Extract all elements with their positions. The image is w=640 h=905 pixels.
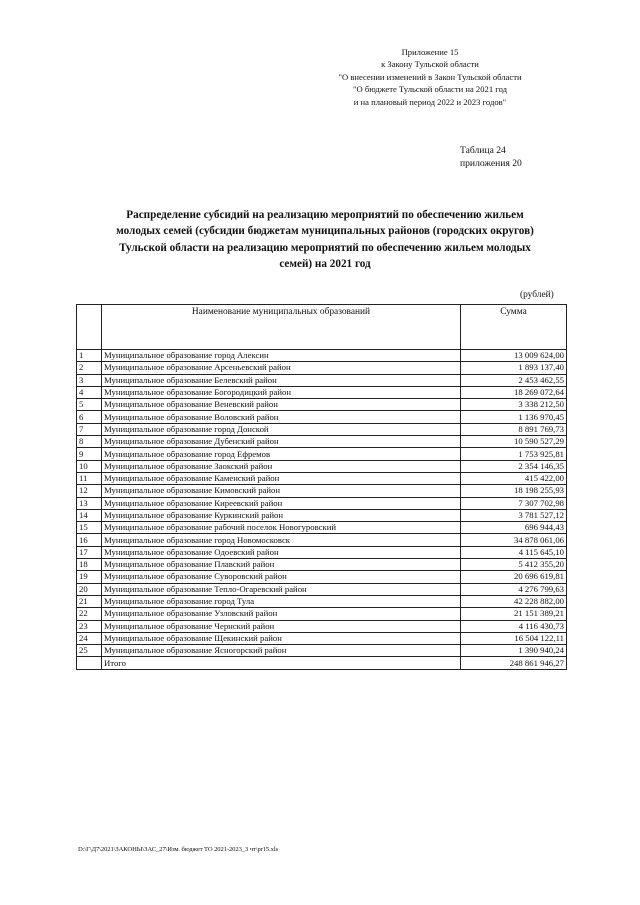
row-num-cell: 3: [77, 374, 102, 386]
row-sum-cell: 1 390 940,24: [461, 645, 567, 657]
row-name-cell: Муниципальное образование город Алексин: [102, 350, 461, 362]
table-row: [77, 472, 567, 484]
row-sum-cell: 7 307 702,98: [461, 497, 567, 509]
row-name-cell: Муниципальное образование город Новомосковск: [102, 534, 461, 546]
table-row: [77, 595, 567, 607]
row-sum-cell: 2 354 146,35: [461, 460, 567, 472]
row-num-cell: 22: [77, 608, 102, 620]
table-row: [77, 583, 567, 595]
appendix-line-5: и на плановый период 2022 и 2023 годов": [353, 96, 507, 107]
table-row: [77, 460, 567, 472]
row-sum-cell: 3 781 527,12: [461, 509, 567, 521]
row-name-cell: Муниципальное образование Дубенский район: [102, 436, 461, 448]
total-label-cell: Итого: [102, 657, 461, 669]
row-name-cell: Муниципальное образование город Ефремов: [102, 448, 461, 460]
row-sum-cell: 696 944,43: [461, 522, 567, 534]
row-num-cell: 18: [77, 559, 102, 571]
row-name-cell: Муниципальное образование Плавский район: [102, 559, 461, 571]
row-name-cell: Муниципальное образование Кимовский район: [102, 485, 461, 497]
row-num-cell: 5: [77, 399, 102, 411]
row-num-cell: 9: [77, 448, 102, 460]
row-name-cell: Муниципальное образование Арсеньевский район: [102, 362, 461, 374]
row-num-cell: 4: [77, 386, 102, 398]
row-num-cell: 20: [77, 583, 102, 595]
row-num-cell: 1: [77, 350, 102, 362]
appendix-header: [310, 46, 550, 108]
table-row: [77, 374, 567, 386]
row-name-cell: Муниципальное образование Ясногорский район: [102, 645, 461, 657]
row-name-cell: Муниципальное образование рабочий поселок Новогуровский: [102, 522, 461, 534]
row-sum-cell: 21 151 389,21: [461, 608, 567, 620]
table-row: [77, 386, 567, 398]
row-name-cell: Муниципальное образование Белевский район: [102, 374, 461, 386]
table-row: [77, 522, 567, 534]
table-row: [77, 399, 567, 411]
row-sum-cell: 2 453 462,55: [461, 374, 567, 386]
row-name-cell: Муниципальное образование Узловский район: [102, 608, 461, 620]
row-num-cell: 19: [77, 571, 102, 583]
header-num-cell: [77, 305, 102, 350]
row-name-cell: Муниципальное образование Суворовский район: [102, 571, 461, 583]
row-sum-cell: 18 269 072,64: [461, 386, 567, 398]
row-name-cell: Муниципальное образование Веневский район: [102, 399, 461, 411]
row-num-cell: 10: [77, 460, 102, 472]
table-row: [77, 509, 567, 521]
row-sum-cell: 1 136 970,45: [461, 411, 567, 423]
table-row: [77, 534, 567, 546]
table-row: [77, 559, 567, 571]
table-row: [77, 620, 567, 632]
table-row: [77, 571, 567, 583]
table-row: [77, 362, 567, 374]
table-ref-line-2: приложения 20: [460, 157, 522, 169]
row-num-cell: 13: [77, 497, 102, 509]
appendix-line-1: Приложение 15: [401, 47, 459, 57]
row-name-cell: Муниципальное образование Заокский район: [102, 460, 461, 472]
appendix-line-4: "О бюджете Тульской области на 2021 год: [353, 84, 507, 95]
table-row: [77, 632, 567, 644]
appendix-line-2: к Закону Тульской области: [381, 59, 479, 70]
appendix-line-3: "О внесении изменений в Закон Тульской области: [338, 71, 522, 82]
row-num-cell: 16: [77, 534, 102, 546]
row-name-cell: Муниципальное образование город Донской: [102, 423, 461, 435]
title-line-4: семей) на 2021 год: [279, 257, 371, 270]
row-num-cell: 21: [77, 595, 102, 607]
row-sum-cell: 10 590 527,29: [461, 436, 567, 448]
header-sum-cell: Сумма: [461, 305, 567, 350]
row-name-cell: Муниципальное образование Тепло-Огаревский район: [102, 583, 461, 595]
row-sum-cell: 1 893 137,40: [461, 362, 567, 374]
header-name-cell: Наименование муниципальных образований: [102, 305, 461, 350]
total-sum-cell: 248 861 946,27: [461, 657, 567, 669]
table-row: [77, 350, 567, 362]
row-sum-cell: 8 891 769,73: [461, 423, 567, 435]
row-name-cell: Муниципальное образование Чернский район: [102, 620, 461, 632]
row-num-cell: 25: [77, 645, 102, 657]
table-row: [77, 448, 567, 460]
row-num-cell: 15: [77, 522, 102, 534]
row-num-cell: 11: [77, 472, 102, 484]
document-title: [80, 207, 570, 272]
units-label: (рублей): [520, 290, 554, 300]
table-row: [77, 423, 567, 435]
table-row: [77, 645, 567, 657]
row-sum-cell: 4 276 799,63: [461, 583, 567, 595]
table-row: [77, 608, 567, 620]
row-sum-cell: 42 228 882,00: [461, 595, 567, 607]
table-row: [77, 485, 567, 497]
row-name-cell: Муниципальное образование город Тула: [102, 595, 461, 607]
total-num-cell: [77, 657, 102, 669]
row-num-cell: 24: [77, 632, 102, 644]
row-name-cell: Муниципальное образование Куркинский район: [102, 509, 461, 521]
row-sum-cell: 5 412 355,20: [461, 559, 567, 571]
row-sum-cell: 4 115 645,10: [461, 546, 567, 558]
row-sum-cell: 16 504 122,11: [461, 632, 567, 644]
row-num-cell: 14: [77, 509, 102, 521]
row-num-cell: 12: [77, 485, 102, 497]
row-sum-cell: 18 198 255,93: [461, 485, 567, 497]
table-ref-line-1: Таблица 24: [460, 145, 506, 156]
row-name-cell: Муниципальное образование Каменский район: [102, 472, 461, 484]
table-body: [77, 350, 567, 657]
row-name-cell: Муниципальное образование Одоевский район: [102, 546, 461, 558]
row-num-cell: 6: [77, 411, 102, 423]
row-sum-cell: 34 878 061,06: [461, 534, 567, 546]
row-name-cell: Муниципальное образование Воловский район: [102, 411, 461, 423]
row-num-cell: 23: [77, 620, 102, 632]
table-reference: [460, 145, 522, 170]
title-line-1: Распределение субсидий на реализацию мероприятий по обеспечению жильем: [126, 209, 524, 221]
table-row: [77, 411, 567, 423]
row-sum-cell: 13 009 624,00: [461, 350, 567, 362]
subsidy-table: [76, 304, 567, 670]
row-sum-cell: 20 696 619,81: [461, 571, 567, 583]
row-num-cell: 17: [77, 546, 102, 558]
row-num-cell: 2: [77, 362, 102, 374]
table-row: [77, 497, 567, 509]
title-line-3: Тульской области на реализацию мероприятий по обеспечению жильем молодых: [119, 241, 531, 254]
row-sum-cell: 1 753 925,81: [461, 448, 567, 460]
file-path-footer: D:\Г\Д7\2021\ЗАКОНЫ\ЗАС_27\Изм. бюджет ТО 2021-2023_3 чт\pr15.xls: [78, 846, 279, 853]
row-sum-cell: 4 116 430,73: [461, 620, 567, 632]
row-name-cell: Муниципальное образование Богородицкий район: [102, 386, 461, 398]
title-line-2: молодых семей (субсидии бюджетам муниципальных районов (городских округов): [116, 225, 534, 238]
table-header-row: [77, 305, 567, 350]
table-row: [77, 546, 567, 558]
row-sum-cell: 415 422,00: [461, 472, 567, 484]
row-name-cell: Муниципальное образование Щекинский район: [102, 632, 461, 644]
row-num-cell: 7: [77, 423, 102, 435]
total-row: [77, 657, 567, 669]
table-row: [77, 436, 567, 448]
row-name-cell: Муниципальное образование Киреевский район: [102, 497, 461, 509]
row-num-cell: 8: [77, 436, 102, 448]
row-sum-cell: 3 338 212,50: [461, 399, 567, 411]
